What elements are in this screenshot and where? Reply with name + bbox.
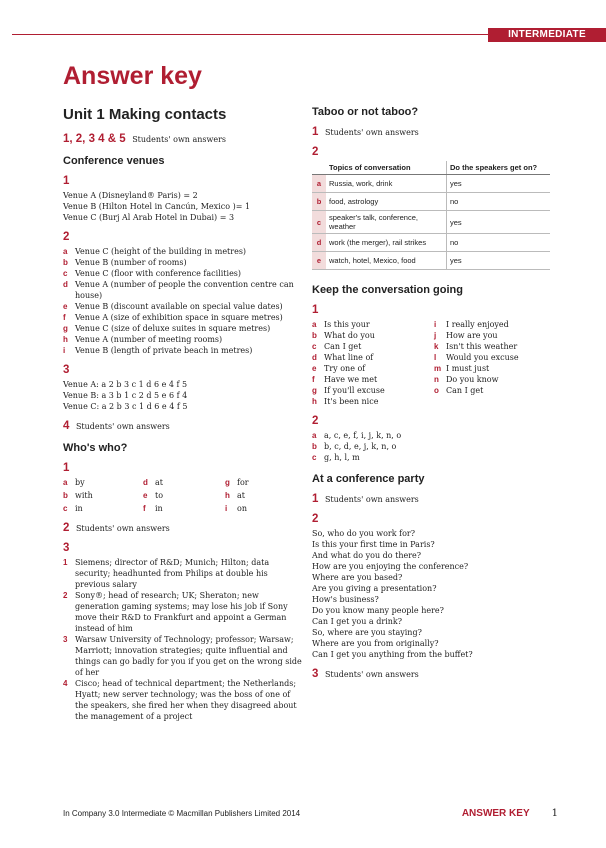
list-item bbox=[63, 678, 303, 722]
list-item bbox=[312, 452, 554, 463]
question-number: 3 bbox=[63, 364, 70, 376]
item-letter: 3 bbox=[63, 635, 68, 644]
list-item bbox=[312, 352, 434, 363]
answer-line: Venue C: a 2 b 3 c 1 d 6 e 4 f 5 bbox=[63, 402, 188, 411]
item-text: Venue A (number of people the convention centre can house) bbox=[75, 280, 294, 300]
answer-line: Is this your first time in Paris? bbox=[312, 540, 435, 549]
item-letter: e bbox=[63, 302, 68, 311]
question-number: 3 bbox=[312, 668, 319, 680]
item-text: at bbox=[237, 491, 245, 500]
topics-cell: speaker's talk, conference, weather bbox=[326, 211, 447, 234]
item-letter: d bbox=[312, 353, 317, 362]
page-number: 1 bbox=[551, 808, 558, 819]
item-text: What line of bbox=[324, 353, 374, 362]
level-banner: INTERMEDIATE bbox=[488, 28, 606, 42]
list-item bbox=[63, 345, 303, 356]
item-letter: i bbox=[434, 320, 437, 329]
item-letter: e bbox=[312, 364, 317, 373]
list-item bbox=[434, 385, 544, 396]
whos-q1-grid bbox=[63, 477, 303, 514]
answer-text: Students' own answers bbox=[324, 495, 419, 504]
publisher-credit: In Company 3.0 Intermediate © Macmillan Publishers Limited 2014 bbox=[63, 809, 301, 818]
table-header-get-on: Do the speakers get on? bbox=[447, 161, 551, 175]
whos-q3-list bbox=[63, 557, 303, 722]
list-item bbox=[63, 503, 143, 514]
row-letter: d bbox=[312, 234, 326, 252]
item-text: for bbox=[237, 478, 249, 487]
item-text: Venue C (size of deluxe suites in square metres) bbox=[75, 324, 271, 333]
item-text: by bbox=[75, 478, 85, 487]
item-letter: o bbox=[434, 386, 439, 395]
venues-q1-lines bbox=[63, 190, 303, 223]
item-letter: b bbox=[312, 331, 317, 340]
list-item bbox=[312, 385, 434, 396]
section-heading-taboo: Taboo or not taboo? bbox=[312, 106, 419, 118]
row-letter: b bbox=[312, 193, 326, 211]
venues-q2-list bbox=[63, 246, 303, 356]
list-item bbox=[63, 334, 303, 345]
question-number: 1 bbox=[63, 175, 70, 187]
list-item bbox=[63, 490, 143, 501]
item-text: Have we met bbox=[324, 375, 378, 384]
item-letter: 1 bbox=[63, 558, 68, 567]
taboo-q1 bbox=[312, 126, 554, 138]
topics-cell: Russia, work, drink bbox=[326, 175, 447, 193]
item-text: Venue C (floor with conference facilities) bbox=[75, 269, 242, 278]
table-row bbox=[312, 193, 550, 211]
answer-text: Students' own answers bbox=[75, 422, 170, 431]
item-text: a, c, e, f, i, j, k, n, o bbox=[324, 431, 402, 440]
list-item bbox=[63, 590, 303, 634]
item-text: Siemens; director of R&D; Munich; Hilton; data security; headhunted from Philips at double his previous salary bbox=[75, 558, 270, 589]
page-footer bbox=[63, 808, 558, 819]
list-item bbox=[63, 634, 303, 678]
item-letter: d bbox=[143, 478, 148, 487]
item-letter: a bbox=[63, 478, 68, 487]
item-text: Try one of bbox=[324, 364, 366, 373]
list-item bbox=[434, 319, 544, 330]
item-text: in bbox=[155, 504, 163, 513]
answer-line: So, who do you work for? bbox=[312, 529, 416, 538]
answer-line: How's business? bbox=[312, 595, 379, 604]
item-letter: a bbox=[63, 247, 68, 256]
list-item bbox=[312, 319, 434, 330]
list-item bbox=[143, 503, 225, 514]
item-letter: c bbox=[312, 342, 317, 351]
list-item bbox=[434, 374, 544, 385]
get-on-cell: yes bbox=[447, 175, 551, 193]
item-letter: b bbox=[63, 258, 68, 267]
venues-q4 bbox=[63, 420, 303, 432]
item-text: Venue B (number of rooms) bbox=[75, 258, 187, 267]
list-item bbox=[63, 279, 303, 301]
list-item bbox=[312, 374, 434, 385]
answer-line: Venue B: a 3 b 1 c 2 d 5 e 6 f 4 bbox=[63, 391, 188, 400]
intro-nums: 1, 2, 3 4 & 5 bbox=[63, 133, 126, 145]
list-item bbox=[434, 352, 544, 363]
table-row bbox=[312, 252, 550, 270]
question-number: 4 bbox=[63, 420, 70, 432]
item-text: Cisco; head of technical department; the Netherlands; Hyatt; new server technology; was the boss of one of the speakers, she fired her when they disagreed about the management of a project bbox=[75, 679, 297, 721]
right-column bbox=[312, 106, 554, 683]
answer-line: Where are you from originally? bbox=[312, 639, 439, 648]
item-letter: i bbox=[63, 346, 66, 355]
section-heading-venues: Conference venues bbox=[63, 155, 165, 167]
topics-table-body bbox=[312, 175, 550, 270]
table-row bbox=[312, 211, 550, 234]
list-item bbox=[434, 341, 544, 352]
left-column bbox=[63, 106, 303, 722]
item-letter: k bbox=[434, 342, 439, 351]
list-item bbox=[312, 441, 554, 452]
item-text: g, h, l, m bbox=[324, 453, 360, 462]
item-text: Would you excuse bbox=[446, 353, 519, 362]
answer-line: Can I get you a drink? bbox=[312, 617, 403, 626]
list-item bbox=[312, 341, 434, 352]
question-number: 2 bbox=[63, 231, 70, 243]
list-item bbox=[63, 268, 303, 279]
item-text: Is this your bbox=[324, 320, 370, 329]
item-letter: h bbox=[312, 397, 317, 406]
item-letter: f bbox=[312, 375, 315, 384]
table-row bbox=[312, 175, 550, 193]
item-text: at bbox=[155, 478, 163, 487]
item-text: Warsaw University of Technology; professor; Warsaw; Marriott; innovation strategies; quite influential and things can go badly for you if you get on the wrong side of her bbox=[75, 635, 302, 677]
list-item bbox=[63, 257, 303, 268]
venues-q3-lines bbox=[63, 379, 303, 412]
item-text: What do you bbox=[324, 331, 375, 340]
answer-line: Venue B (Hilton Hotel in Cancún, Mexico )= 1 bbox=[63, 202, 251, 211]
item-text: If you'll excuse bbox=[324, 386, 385, 395]
item-text: Can I get bbox=[446, 386, 484, 395]
item-text: Can I get bbox=[324, 342, 362, 351]
row-letter: a bbox=[312, 175, 326, 193]
answer-line: Where are you based? bbox=[312, 573, 403, 582]
page-title: Answer key bbox=[63, 62, 202, 90]
list-item bbox=[143, 490, 225, 501]
answer-line: Venue C (Burj Al Arab Hotel in Dubai) = 3 bbox=[63, 213, 235, 222]
question-number: 2 bbox=[63, 522, 70, 534]
row-letter: e bbox=[312, 252, 326, 270]
table-header-row bbox=[312, 161, 550, 175]
question-number: 1 bbox=[312, 126, 319, 138]
item-letter: h bbox=[225, 491, 230, 500]
item-letter: n bbox=[434, 375, 439, 384]
question-number: 2 bbox=[312, 415, 319, 427]
item-text: Do you know bbox=[446, 375, 499, 384]
item-text: Isn't this weather bbox=[446, 342, 518, 351]
section-heading-whos-who: Who's who? bbox=[63, 442, 128, 454]
party-q2-lines bbox=[312, 528, 554, 660]
list-item bbox=[63, 246, 303, 257]
question-number: 3 bbox=[63, 542, 70, 554]
item-letter: m bbox=[434, 364, 442, 373]
topics-cell: work (the merger), rail strikes bbox=[326, 234, 447, 252]
list-item bbox=[312, 396, 434, 407]
item-text: Venue B (discount available on special value dates) bbox=[75, 302, 283, 311]
keep-q1-grid bbox=[312, 319, 554, 407]
intro-text: Students' own answers bbox=[132, 135, 227, 144]
answer-line: So, where are you staying? bbox=[312, 628, 422, 637]
answer-line: How are you enjoying the conference? bbox=[312, 562, 469, 571]
list-item bbox=[63, 477, 143, 488]
list-item bbox=[312, 430, 554, 441]
party-q3 bbox=[312, 668, 554, 680]
item-letter: e bbox=[143, 491, 148, 500]
get-on-cell: no bbox=[447, 193, 551, 211]
question-number: 2 bbox=[312, 513, 319, 525]
answer-text: Students' own answers bbox=[324, 128, 419, 137]
list-item bbox=[434, 330, 544, 341]
item-text: I must just bbox=[446, 364, 490, 373]
row-letter: c bbox=[312, 211, 326, 234]
get-on-cell: yes bbox=[447, 252, 551, 270]
answer-line: Can I get you anything from the buffet? bbox=[312, 650, 473, 659]
question-number: 1 bbox=[312, 493, 319, 505]
answer-line: Do you know many people here? bbox=[312, 606, 444, 615]
list-item bbox=[434, 363, 544, 374]
party-q1 bbox=[312, 493, 554, 505]
item-text: with bbox=[75, 491, 93, 500]
list-item bbox=[312, 363, 434, 374]
item-letter: h bbox=[63, 335, 68, 344]
table-header-topics: Topics of conversation bbox=[326, 161, 447, 175]
item-letter: c bbox=[312, 453, 317, 462]
item-letter: l bbox=[434, 353, 437, 362]
list-item bbox=[63, 301, 303, 312]
item-letter: 4 bbox=[63, 679, 68, 688]
section-heading-keep-going: Keep the conversation going bbox=[312, 284, 463, 296]
footer-section-label: ANSWER KEY bbox=[461, 808, 530, 819]
answer-line: Venue A (Disneyland® Paris) = 2 bbox=[63, 191, 198, 200]
table-row bbox=[312, 234, 550, 252]
item-text: How are you bbox=[446, 331, 498, 340]
question-number: 1 bbox=[312, 304, 319, 316]
item-text: in bbox=[75, 504, 83, 513]
list-item bbox=[225, 490, 285, 501]
item-letter: b bbox=[63, 491, 68, 500]
item-letter: d bbox=[63, 280, 68, 289]
topics-cell: watch, hotel, Mexico, food bbox=[326, 252, 447, 270]
item-letter: b bbox=[312, 442, 317, 451]
item-text: I really enjoyed bbox=[446, 320, 509, 329]
item-letter: g bbox=[63, 324, 68, 333]
item-text: b, c, d, e, j, k, n, o bbox=[324, 442, 397, 451]
answer-text: Students' own answers bbox=[324, 670, 419, 679]
item-letter: g bbox=[312, 386, 317, 395]
list-item bbox=[312, 330, 434, 341]
item-text: It's been nice bbox=[324, 397, 379, 406]
item-letter: f bbox=[63, 313, 66, 322]
item-text: Venue A (size of exhibition space in square metres) bbox=[75, 313, 283, 322]
table-header-blank bbox=[312, 161, 326, 175]
answer-line: Venue A: a 2 b 3 c 1 d 6 e 4 f 5 bbox=[63, 380, 188, 389]
answer-line: Are you giving a presentation? bbox=[312, 584, 437, 593]
answer-text: Students' own answers bbox=[75, 524, 170, 533]
list-item bbox=[225, 477, 285, 488]
answer-line: And what do you do there? bbox=[312, 551, 422, 560]
item-text: to bbox=[155, 491, 164, 500]
question-number: 1 bbox=[63, 462, 70, 474]
get-on-cell: yes bbox=[447, 211, 551, 234]
list-item bbox=[225, 503, 285, 514]
item-text: Venue A (number of meeting rooms) bbox=[75, 335, 223, 344]
unit-title: Unit 1 Making contacts bbox=[63, 106, 227, 123]
item-letter: c bbox=[63, 504, 68, 513]
item-text: Sony®; head of research; UK; Sheraton; new generation gaming systems; may lose his job if Sony move their R&D to Frankfurt and appoint a German instead of him bbox=[75, 591, 288, 633]
intro-answers bbox=[63, 133, 303, 145]
question-number: 2 bbox=[312, 146, 319, 158]
item-letter: g bbox=[225, 478, 230, 487]
topics-cell: food, astrology bbox=[326, 193, 447, 211]
section-heading-party: At a conference party bbox=[312, 473, 425, 485]
item-letter: j bbox=[434, 331, 437, 340]
list-item bbox=[63, 557, 303, 590]
item-letter: a bbox=[312, 431, 317, 440]
list-item bbox=[143, 477, 225, 488]
topics-table bbox=[312, 161, 550, 270]
get-on-cell: no bbox=[447, 234, 551, 252]
item-letter: c bbox=[63, 269, 68, 278]
item-letter: f bbox=[143, 504, 146, 513]
item-letter: 2 bbox=[63, 591, 68, 600]
list-item bbox=[63, 323, 303, 334]
item-letter: i bbox=[225, 504, 228, 513]
list-item bbox=[63, 312, 303, 323]
keep-q2-list bbox=[312, 430, 554, 463]
footer-right bbox=[462, 808, 558, 819]
whos-q2 bbox=[63, 522, 303, 534]
item-letter: a bbox=[312, 320, 317, 329]
item-text: on bbox=[237, 504, 247, 513]
item-text: Venue C (height of the building in metres) bbox=[75, 247, 247, 256]
item-text: Venue B (length of private beach in metres) bbox=[75, 346, 253, 355]
